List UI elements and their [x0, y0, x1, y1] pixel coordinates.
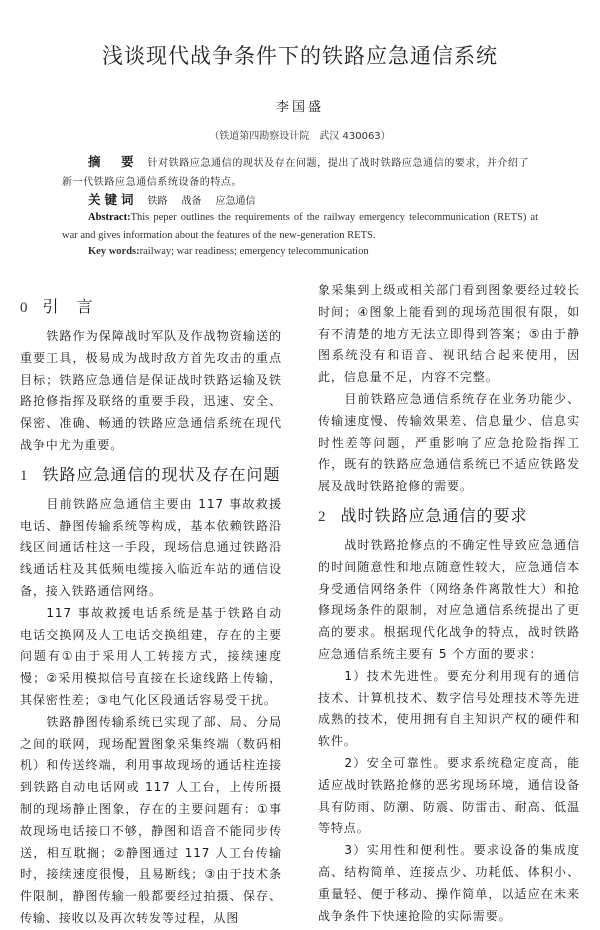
paragraph: 战时铁路抢修点的不确定性导致应急通信的时间随意性和地点随意性较大，应急通信本身受通信网络条件（网络条件离散性大）和抢修现场条件的限制，对应急通信系统提出了更高的要求。根据现代化战争的特点，战时铁路应急通信系统主要有 5 个方面的要求： [318, 537, 580, 661]
section-title: 战时铁路应急通信的要求 [340, 505, 528, 525]
paragraph: 3）实用性和便利性。要求设备的集成度高、结构简单、连接点少、功耗低、体积小、重量轻、便于移动、操作简单，以适应在未来战争条件下快速抢险的实际需要。 [318, 843, 580, 923]
paragraph: 铁路静图传输系统已实现了部、局、分局之间的联网，现场配置图象采集终端（数码相机）和传送终端，利用事故现场的通话柱连接到铁路自动电话网或 117 人工台，上传所摄制的现场静止图象，存在的主要问题有：①事故现场电话接口不够，静图和语音不能同步传送，相互耽搁；②静图通过 117 人工台传输时，接续速度很慢，且易断线；③由于技术条件限制，静图传输一般都要经过拍摄、保存、传输、接收以及再次转发等过程，从图 [20, 714, 282, 925]
paragraph: 1）技术先进性。要充分利用现有的通信技术、计算机技术、数字信号处理技术等先进成熟的技术，使用拥有自主知识产权的硬件和软件。 [318, 668, 580, 749]
paper-title: 浅谈现代战争条件下的铁路应急通信系统 [102, 44, 498, 68]
abstract-cn-text: 针对铁路应急通信的现状及存在问题，提出了战时铁路应急通信的要求，并介绍了新一代铁路应急通信系统设备的特点。 [62, 158, 530, 188]
keywords-en-label: Key words: [88, 246, 140, 257]
keywords-cn-label: 关键词 [88, 192, 138, 207]
paragraph: 2）安全可靠性。要求系统稳定度高，能适应战时铁路抢修的恶劣现场环境，通信设备具有防雨、防潮、防震、防雷击、耐高、低温等特点。 [318, 755, 580, 836]
section-heading [318, 502, 580, 531]
paragraph: 目前铁路应急通信系统存在业务功能少、传输速度慢、传输效果差、信息量少、信息实时性差等问题，严重影响了应急抢险指挥工作，既有的铁路应急通信系统已不适应铁路发展及战时铁路抢修的需要。 [318, 391, 580, 494]
affiliation: （铁道第四勘察设计院 武汉 430063） [209, 131, 391, 142]
section-number: 2 [318, 508, 327, 525]
right-column [318, 280, 580, 927]
section-number: 1 [20, 467, 29, 484]
author: 李国盛 [275, 100, 324, 115]
keywords-en [88, 246, 369, 257]
abstract-cn [62, 152, 536, 192]
keyword: 应急通信 [215, 196, 256, 207]
section-number: 0 [20, 300, 29, 316]
keywords-cn [88, 190, 270, 208]
keyword: 战备 [181, 196, 202, 207]
paragraph: 铁路作为保障战时军队及作战物资输送的重要工具，极易成为战时敌方首先攻击的重点目标；铁路应急通信是保证战时铁路运输及铁路抢修指挥及联络的重要手段，迅速、安全、保密、准确、畅通的铁路应急通信系统在现代战争中尤为重要。 [20, 329, 282, 452]
abstract-cn-label: 摘 要 [88, 154, 138, 169]
section-heading [20, 461, 282, 490]
section-heading [20, 293, 282, 322]
abstract-en [62, 209, 538, 245]
abstract-en-text: This peper outlines the requirements of the railway emergency telecommunication (RETS) at war and gives information about the features of the new-generation RETS. [62, 212, 538, 241]
section-title: 铁路应急通信的现状及存在问题 [42, 464, 281, 484]
section-title: 引 言 [42, 297, 94, 316]
paragraph: 117 事故救援电话系统是基于铁路自动电话交换网及人工电话交换组建，存在的主要问题有①由于采用人工转接方式，接续速度慢；②采用模拟信号直接在长途线路上传输，其保密性差；③电气化区段通话容易受干扰。 [20, 605, 282, 707]
keywords-en-text: railway; war readiness; emergency telecommunication [139, 246, 369, 257]
abstract-en-label: Abstract: [88, 212, 131, 223]
paragraph: 象采集到上级或相关部门看到图象要经过较长时间；④图象上能看到的现场范围很有限，如有不清楚的地方无法立即得到答案；⑤由于静图系统没有和语音、视讯结合起来使用，因此，信息量不足，内容不完整。 [318, 283, 580, 385]
paragraph: 目前铁路应急通信主要由 117 事故救援电话、静图传输系统等构成，基本依赖铁路沿线区间通话柱这一手段，现场信息通过铁路沿线通话柱及其低频电缆接入临近车站的通信设备，接入铁路通信网络。 [20, 496, 282, 598]
keyword: 铁路 [147, 196, 168, 207]
